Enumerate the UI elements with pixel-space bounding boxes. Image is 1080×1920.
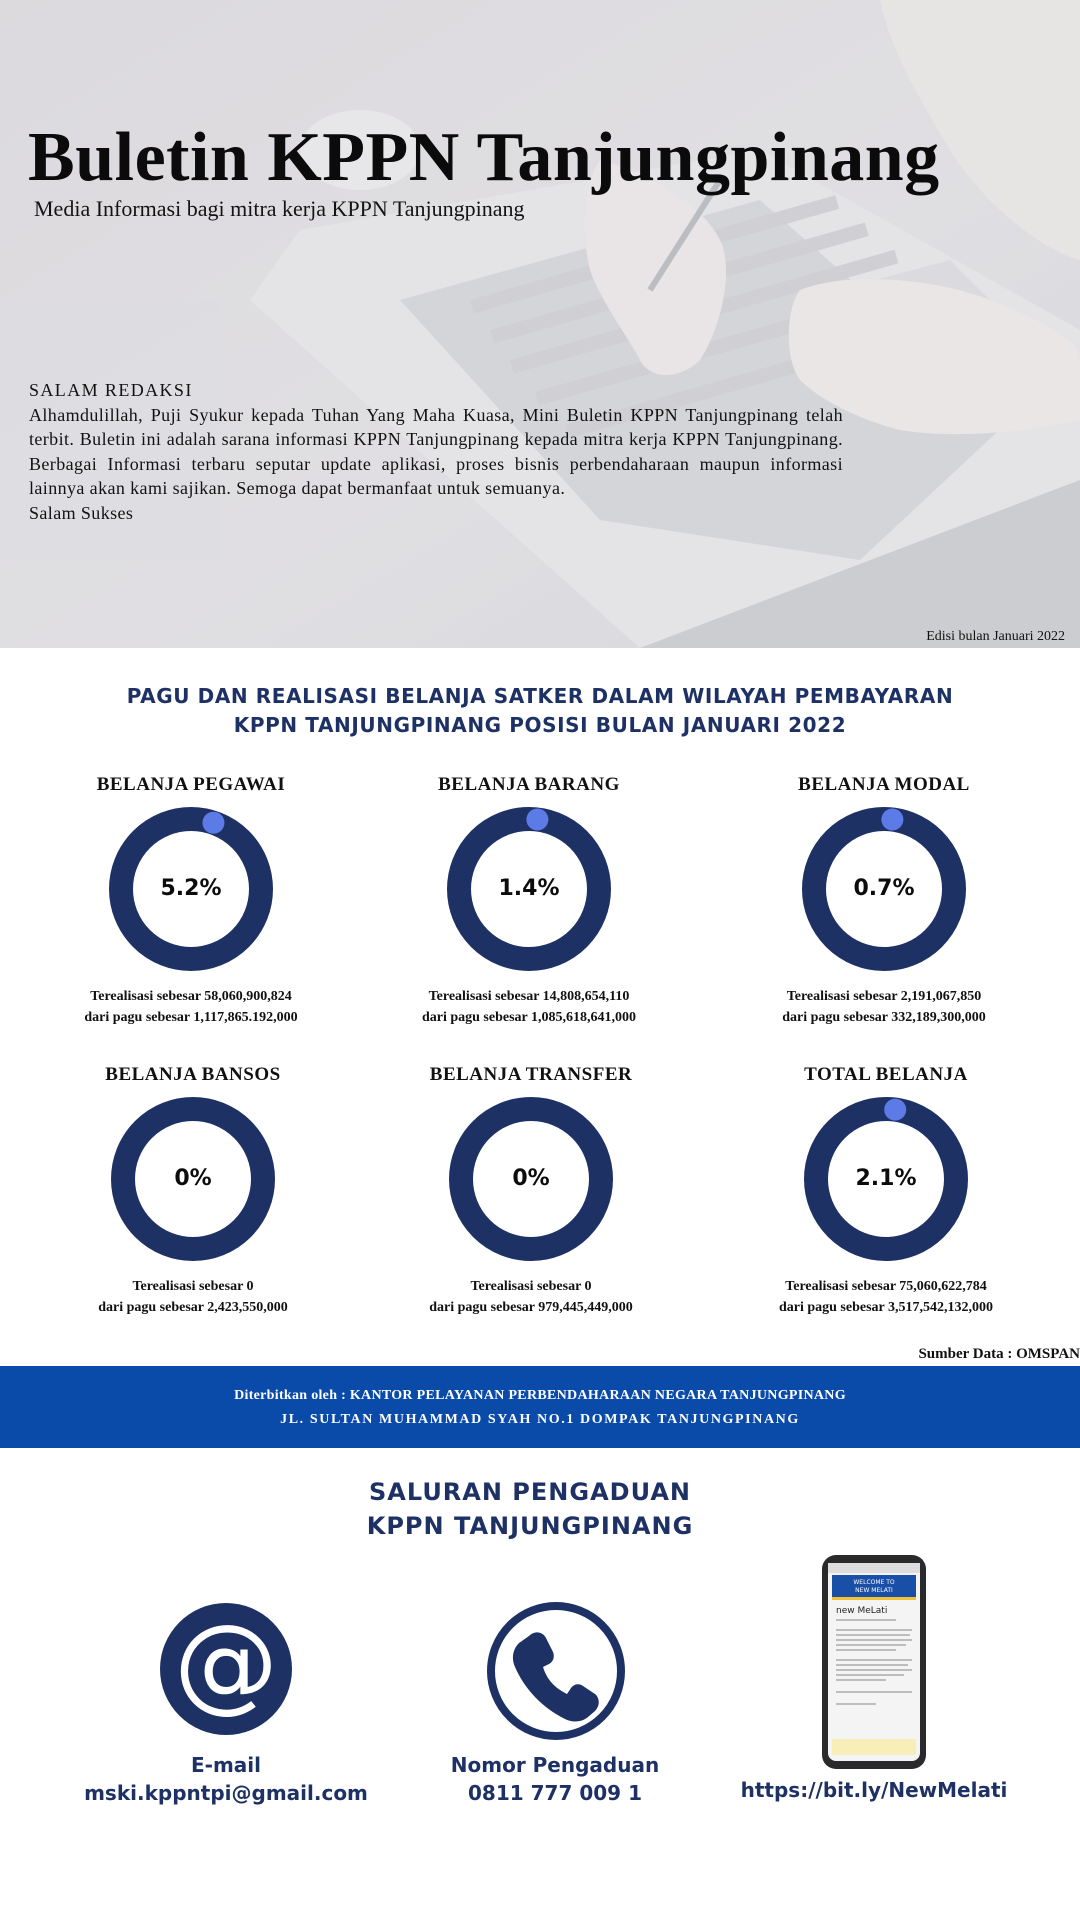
donut-card-detail [351, 1277, 711, 1318]
publisher-name: Diterbitkan oleh : KANTOR PELAYANAN PERBENDAHARAAN NEGARA TANJUNGPINANG [234, 1388, 846, 1403]
salam-redaksi [29, 378, 843, 525]
phone-number-link[interactable]: 0811 777 009 1 [468, 1781, 642, 1805]
donut-card-label: BELANJA MODAL [798, 774, 970, 795]
donut-card-detail [706, 1277, 1066, 1318]
realisasi-amount: Terealisasi sebesar 0 [132, 1279, 254, 1294]
hero-overlay [0, 0, 1080, 648]
realisasi-amount: Terealisasi sebesar 75,060,622,784 [785, 1279, 987, 1294]
donut-percent-value: 2.1% [855, 1166, 917, 1191]
edition-label: Edisi bulan Januari 2022 [926, 629, 1065, 644]
donut-card-label: TOTAL BELANJA [804, 1064, 968, 1085]
svg-text:@: @ [174, 1603, 278, 1724]
phone-mock-banner-line-2: NEW MELATI [855, 1587, 893, 1594]
donut-percent-value: 0.7% [853, 876, 915, 901]
complaint-title-line-1: SALURAN PENGADUAN [369, 1478, 691, 1506]
phone-mock-app-title: new MeLati [836, 1606, 888, 1616]
pagu-amount: dari pagu sebesar 979,445,449,000 [429, 1299, 633, 1315]
salam-redaksi-heading: SALAM REDAKSI [29, 380, 193, 400]
data-source-label: Sumber Data : OMSPAN [918, 1346, 1080, 1362]
phone-contact [405, 1751, 705, 1807]
donut-percent-value: 5.2% [160, 876, 222, 901]
hero-banner [0, 0, 1080, 648]
pagu-amount: dari pagu sebesar 332,189,300,000 [782, 1009, 986, 1025]
phone-label: Nomor Pengaduan [450, 1753, 660, 1777]
pagu-amount: dari pagu sebesar 3,517,542,132,000 [778, 1299, 994, 1315]
donut-card-detail [704, 987, 1064, 1028]
phone-mock-banner-line-1: WELCOME TO [853, 1579, 895, 1586]
donut-card-detail [13, 1277, 373, 1318]
donut-percent-value: 1.4% [498, 876, 560, 901]
at-sign-icon [160, 1603, 292, 1735]
realisasi-amount: Terealisasi sebesar 14,808,654,110 [428, 989, 630, 1004]
pagu-title-line-1: PAGU DAN REALISASI BELANJA SATKER DALAM WILAYAH PEMBAYARAN [126, 684, 954, 708]
smartphone-icon [820, 1553, 928, 1771]
donut-percent-value: 0% [174, 1166, 212, 1191]
email-contact [76, 1751, 376, 1807]
email-address-link[interactable]: mski.kppntpi@gmail.com [84, 1781, 368, 1805]
donut-percent-value: 0% [512, 1166, 550, 1191]
salam-redaksi-closing: Salam Sukses [29, 502, 134, 523]
complaint-section-title [0, 1475, 1060, 1543]
complaint-title-line-2: KPPN TANJUNGPINANG [366, 1512, 694, 1540]
donut-card-label: BELANJA TRANSFER [429, 1064, 633, 1085]
page-title: Buletin KPPN Tanjungpinang [28, 119, 940, 196]
donut-card-label: BELANJA BANSOS [105, 1064, 281, 1085]
donut-card-label: BELANJA BARANG [438, 774, 620, 795]
salam-redaksi-body: Alhamdulillah, Puji Syukur kepada Tuhan Yang Maha Kuasa, Mini Buletin KPPN Tanjungpinang telah terbit. Buletin ini adalah sarana informasi KPPN Tanjungpinang kepada mitra kerja KPPN Tanjungpinang. Berbagai Informasi terbaru seputar update aplikasi, proses bisnis perbendaharaan maupun informasi lainnya akan kami sajikan. Semoga dapat bermanfaat untuk semuanya. [29, 404, 843, 498]
pagu-amount: dari pagu sebesar 2,423,550,000 [98, 1299, 288, 1315]
newmelati-link[interactable]: https://bit.ly/NewMelati [740, 1778, 1008, 1802]
pagu-amount: dari pagu sebesar 1,085,618,641,000 [421, 1009, 637, 1025]
realisasi-amount: Terealisasi sebesar 2,191,067,850 [786, 989, 982, 1004]
donut-card-detail [11, 987, 371, 1028]
phone-handset-icon [485, 1600, 627, 1742]
pagu-title-line-2: KPPN TANJUNGPINANG POSISI BULAN JANUARI 2022 [233, 713, 847, 737]
donut-card-detail [349, 987, 709, 1028]
pagu-section-title [0, 682, 1080, 740]
publisher-address: JL. SULTAN MUHAMMAD SYAH NO.1 DOMPAK TANJUNGPINANG [280, 1412, 800, 1427]
realisasi-amount: Terealisasi sebesar 58,060,900,824 [90, 989, 292, 1004]
realisasi-amount: Terealisasi sebesar 0 [470, 1279, 592, 1294]
donut-card-label: BELANJA PEGAWAI [96, 774, 286, 795]
page-subtitle: Media Informasi bagi mitra kerja KPPN Tanjungpinang [34, 196, 525, 221]
pagu-amount: dari pagu sebesar 1,117,865.192,000 [84, 1009, 298, 1025]
link-contact [724, 1776, 1024, 1804]
email-label: E-mail [190, 1753, 261, 1777]
publisher-band [0, 1366, 1080, 1448]
